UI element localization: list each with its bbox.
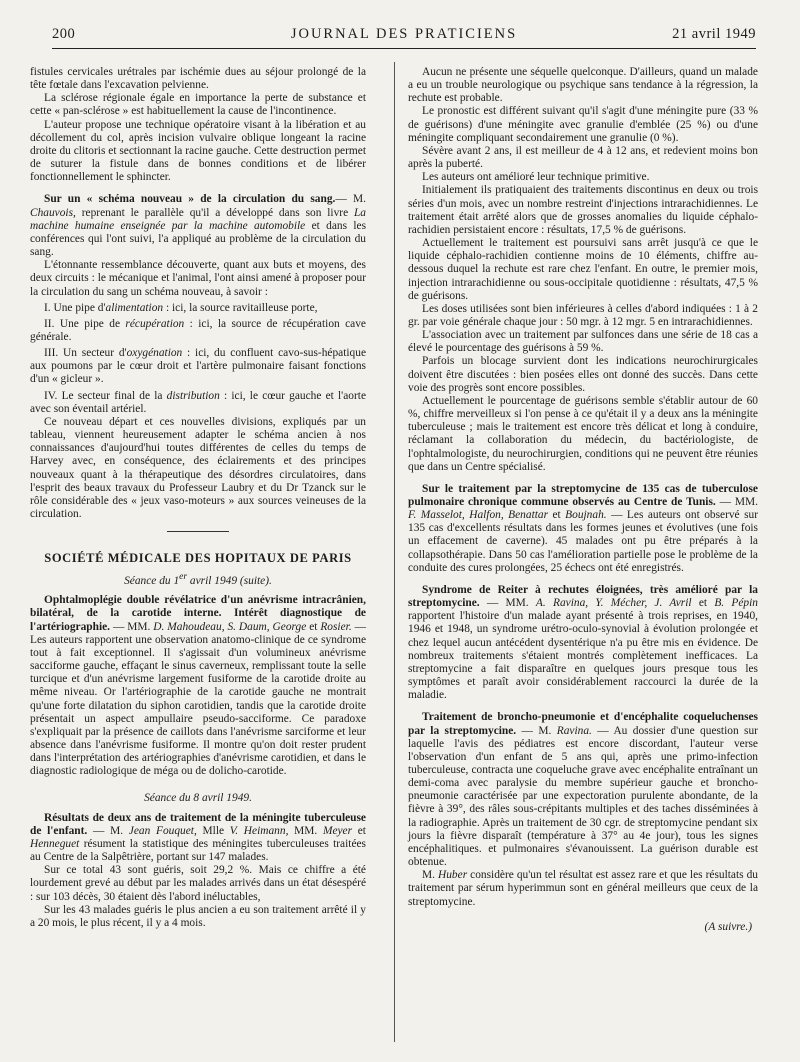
- paragraph: [408, 869, 758, 908]
- list-item: [30, 302, 366, 315]
- text-fragment: II. Une pipe de: [44, 317, 126, 330]
- text-fragment: Mlle: [196, 824, 230, 837]
- text-fragment: IV. Le secteur final de la: [44, 389, 167, 402]
- page-header: [52, 26, 756, 46]
- text-fragment: — M.: [516, 724, 557, 737]
- list-item: [30, 347, 366, 386]
- emphasis: alimentation: [105, 301, 164, 314]
- text-fragment: Séance du 1: [124, 575, 180, 588]
- article-reiter: [408, 584, 758, 702]
- text-fragment: rapportent l'histoire d'un malade ayant présenté à trois reprises, en 1940, 1946 et 1948, un syndrome urétro-oculo-synovial à évolution prolongée et chez lequel aucun antécédent dysentérique n'a pu être mis en évidence. De nombreux traitements s'étaient montrés complètement inefficaces. La streptomycine a fait disparaître en quelques jours presque tous les symptômes et paraît avoir considérablement raccourci la durée de la maladie.: [408, 610, 758, 702]
- text-fragment: MM.: [288, 824, 323, 837]
- text-fragment: : ici, le cœur gauche et l'aorte avec son éventail artériel.: [30, 389, 366, 415]
- paragraph: Aucun ne présente une séquelle quelconque. D'ailleurs, quand un malade a eu un trouble neurologique ou psychique sans tendance à la régression, la rechute est probable.: [408, 66, 758, 105]
- article-circulation: [30, 193, 366, 259]
- text-fragment: — Les auteurs ont observé sur 135 cas d'excellents résultats dans les formes jeunes et évolutives (une fois un effacement de caverne). 45 malades ont pu être préparés à la collapsothérapie. Dans 50 cas l'amélioration partielle pose le problème de la conduite des cures prolongées, 25 échecs ont été enregistrés.: [408, 509, 758, 574]
- to-be-continued: (A suivre.): [704, 920, 752, 933]
- emphasis: oxygénation: [126, 347, 183, 360]
- society-heading: SOCIÉTÉ MÉDICALE DES HOPITAUX DE PARIS: [44, 551, 352, 566]
- author: B. Pépin: [714, 597, 758, 610]
- text-fragment: reprenant le parallèle qu'il a développé dans son livre: [75, 206, 354, 219]
- author: Jean Fouquet,: [128, 824, 197, 837]
- text-fragment: et: [306, 620, 321, 633]
- article-ophtalmoplegie: [30, 594, 366, 778]
- text-fragment: — MM.: [110, 620, 154, 633]
- text-fragment: avril 1949 (suite).: [187, 575, 272, 588]
- article-title: Résultats de deux ans de traitement de la méningite tuberculeuse de l'enfant.: [30, 811, 366, 837]
- article-title: Syndrome de Reiter à rechutes éloignées, très amélioré par la streptomycine.: [408, 583, 758, 610]
- emphasis: récupération: [125, 317, 185, 330]
- header-rule: [52, 48, 756, 49]
- paragraph: L'étonnante ressemblance découverte, quant aux buts et moyens, des deux circuits : le mécanique et l'animal, l'ont ainsi amené à proposer pour la circulation du sang un schéma nouveau, à savoir :: [30, 259, 366, 298]
- left-column: [30, 66, 366, 930]
- author: Meyer: [322, 824, 353, 837]
- page-number: 200: [52, 26, 76, 42]
- journal-title: JOURNAL DES PRATICIENS: [290, 26, 518, 42]
- text-fragment: — Les auteurs rapportent une observation anatomo-clinique de ce syndrome tout à fait exceptionnel. Il s'agissait d'un volumineux anévrisme sacciforme gauche, effaçant le sinus caverneux, remplissant toute la selle turcique et d'un anévrisme largement fusiforme de la carotide droite au même niveau. Or l'artériographie de la carotide gauche ne montrait qu'une forte dilatation du siphon carotidien, tandis que la carotide droite présentait un aspect ampullaire pseudo-sacciforme. Ce paradoxe s'expliquait par la présence de caillots dans l'anévrisme sarciforme et leur absence dans l'anévrisme fusiforme. Il montre qu'on doit rester prudent dans l'interprétation des artériographies d'anévrisme carotidien, et dans le diagnostic radiologique de méga ou de dolicho-carotide.: [30, 620, 366, 778]
- paragraph: Parfois un blocage survient dont les indications neurochirurgicales doivent être discutées : bien posées elles ont donné des succès. Dans cette voie des progrès sont encore possibles.: [408, 355, 758, 394]
- author: D. Mahoudeau, S. Daum, George: [153, 620, 307, 633]
- session-date: [30, 571, 366, 588]
- article-tunis: [408, 483, 758, 575]
- text-fragment: — MM.: [715, 496, 758, 508]
- article-meningite: [30, 812, 366, 865]
- superscript: er: [179, 572, 188, 583]
- text-fragment: et: [548, 509, 566, 522]
- paragraph: L'auteur propose une technique opératoire visant à la libération et au décollement du col, après incision vulvaire oblique longeant la racine droite du clitoris et sectionnant la racine gauche. Cette destruction permet de suturer la fistule dans de bonnes conditions et de libérer fonctionnellement le sphincter.: [30, 118, 366, 184]
- text-fragment: résument la statistique des méningites tuberculeuses traitées au Centre de la Salpêtrière, portant sur 147 malades.: [30, 837, 366, 864]
- text-fragment: considère qu'un tel résultat est assez rare et que les résultats du traitement par sérum hyperimmun sont en général meilleurs que ceux de la streptomycine.: [408, 869, 758, 908]
- text-fragment: — MM.: [479, 597, 536, 610]
- paragraph: La sclérose régionale égale en importance la perte de substance et cette « pan-sclérose » est habituellement la cause de l'incontinence.: [30, 92, 366, 118]
- text-fragment: : ici, la source ravitailleuse porte,: [163, 301, 318, 314]
- paragraph: Le pronostic est différent suivant qu'il s'agit d'une méningite pure (33 % de guérisons) d'une méningite avec granulie d'emblée (25 %) ou d'une méningite compliquant secondairement une granulie (0 %).: [408, 105, 758, 144]
- author: Chauvois,: [30, 206, 76, 219]
- paragraph: Sur ce total 43 sont guéris, soit 29,2 %. Mais ce chiffre a été lourdement grevé au début par les malades arrivés dans un état désespéré : sur 103 décès, 30 étaient dès l'abord inéluctables,: [30, 864, 366, 903]
- article-title: Ophtalmoplégie double révélatrice d'un anévrisme intracrânien, bilatéral, de la carotide interne. Intérêt diagnostique de l'artériographie.: [30, 594, 366, 633]
- book-title: La machine humaine enseignée par la machine automobile: [30, 206, 366, 232]
- text-fragment: et: [352, 824, 366, 837]
- text-fragment: — M.: [87, 824, 129, 837]
- paragraph: Les auteurs ont amélioré leur technique primitive.: [422, 171, 650, 184]
- text-fragment: : ici, la source de récupération cave générale.: [30, 317, 366, 343]
- paragraph: Sévère avant 2 ans, il est meilleur de 4 à 12 ans, et redevient moins bon après la puberté.: [408, 144, 758, 171]
- list-item: [30, 390, 366, 416]
- author: Henneguet: [30, 837, 80, 850]
- list-item: [30, 318, 366, 344]
- article-title: Sur un « schéma nouveau » de la circulation du sang.: [44, 193, 336, 206]
- right-column: [408, 66, 758, 934]
- author: Huber: [438, 869, 468, 882]
- paragraph: Ce nouveau départ et ces nouvelles divisions, expliqués par un tableau, viennent heureusement adapter le schéma ancien à nos connaissances d'aujourd'hui toutes différentes de celles du temps de Harvey avec, en conséquence, des éclairements et des principes nouveaux quant à la thérapeutique des désordres circulatoires, dans l'esprit des beaux travaux du Professeur Laubry et du Dr Tzanck sur le rôle considérable des « jeux vaso-moteurs » aux sources veineuses de la circulation.: [30, 415, 366, 520]
- text-fragment: — M.: [335, 193, 366, 206]
- article-broncho-pneumonie: [408, 711, 758, 869]
- emphasis: distribution: [166, 389, 220, 402]
- article-title: Sur le traitement par la streptomycine de 135 cas de tuberculose pulmonaire chronique commune observés au Centre de Tunis.: [408, 482, 758, 508]
- author: F. Masselot, Halfon, Benattar: [408, 509, 549, 522]
- author: Ravina.: [556, 724, 592, 737]
- session-date: Séance du 8 avril 1949.: [144, 792, 252, 805]
- author: V. Heimann,: [229, 824, 289, 837]
- text-fragment: M.: [422, 869, 439, 882]
- paragraph: Actuellement le traitement est poursuivi sans arrêt jusqu'à ce que le liquide céphalo-rachidien contienne moins de 10 éléments, chiffre au-dessous duquel la rechute est rare chez l'enfant. En outre, le premier mois, injection intrarachidienne ou sous-occipitale quotidienne : résultats, 47,5 % de guérisons.: [408, 237, 758, 302]
- issue-date: 21 avril 1949: [672, 26, 756, 42]
- text-fragment: et dans les conférences qui l'ont suivi, l'a appliqué au problème de la circulation du sang.: [30, 219, 366, 259]
- text-fragment: — Au dossier d'une question sur laquelle l'avis des pédiatres est encore discordant, l'auteur verse l'observation d'un enfant de 5 ans qui, après une primo-infection tuberculeuse, contracta une coqueluche grave avec encéphalite entraînant un demi-coma avec paralysie du membre supérieur gauche et broncho-pneumonie caractérisée par une expectoration purulente abondante, de la fièvre à 39°, des râles sous-crépitants multiples et des taches disséminées à la radiographie. Après un traitement de 30 cgr. de streptomycine pendant six jours la fièvre disparaît (température à 37° au 4e jour), tous les signes encéphalitiques. et pulmonaires s'évanouissent. La guérison durable est obtenue.: [408, 724, 758, 869]
- author: Boujnah.: [565, 509, 607, 522]
- text-fragment: III. Un secteur d': [44, 347, 127, 360]
- author: Rosier.: [320, 620, 352, 633]
- paragraph: Les doses utilisées sont bien inférieures à celles d'abord indiquées : 1 à 2 gr. par voie générale chaque jour : 50 mgr. à 12 mgr. 5 en intrarachidiennes.: [408, 302, 758, 328]
- text-fragment: : ici, du confluent cavo-sus-hépatique aux poumons par le cœur droit et l'artère pulmonaire faisant fonctions d'un « gicleur ».: [30, 347, 367, 386]
- author: A. Ravina, Y. Mécher, J. Avril: [535, 597, 692, 610]
- paragraph: L'association avec un traitement par sulfonces dans une série de 18 cas a élevé le pourcentage des guérisons à 59 %.: [408, 329, 758, 355]
- paragraph: Actuellement le pourcentage de guérisons semble s'établir autour de 60 %, chiffre merveilleux si l'on pense à ce qu'était il y a deux ans la méningite tuberculeuse ; mais le traitement est encore très délicat et long à conduire, réclamant la collaboration du médecin, du bactériologiste, de l'ophtalmologiste, du neurochirurgien, conditions qui ne peuvent être réunies que dans un Centre spécialisé.: [408, 394, 758, 473]
- text-fragment: et: [691, 597, 715, 610]
- paragraph: fistules cervicales urétrales par ischémie dues au séjour prolongé de la tête fœtale dans l'excavation pelvienne.: [30, 66, 366, 92]
- paragraph: Initialement ils pratiquaient des traitements discontinus en deux ou trois séries d'un mois, avec un nombre restreint d'injections intrarachidiennes. Le traitement était arrêté alors que de grosses anomalies du liquide céphalo-rachidien persistaient encore : résultats, 17,5 % de guérisons.: [408, 184, 758, 236]
- text-fragment: I. Une pipe d': [44, 301, 106, 314]
- article-title: Traitement de broncho-pneumonie et d'encéphalite coqueluchenses par la streptomycine.: [408, 711, 758, 737]
- paragraph: Sur les 43 malades guéris le plus ancien a eu son traitement arrêté il y a 20 mois, le plus récent, il y a 4 mois.: [30, 903, 366, 929]
- section-separator: [167, 531, 229, 532]
- column-divider: [394, 62, 395, 1042]
